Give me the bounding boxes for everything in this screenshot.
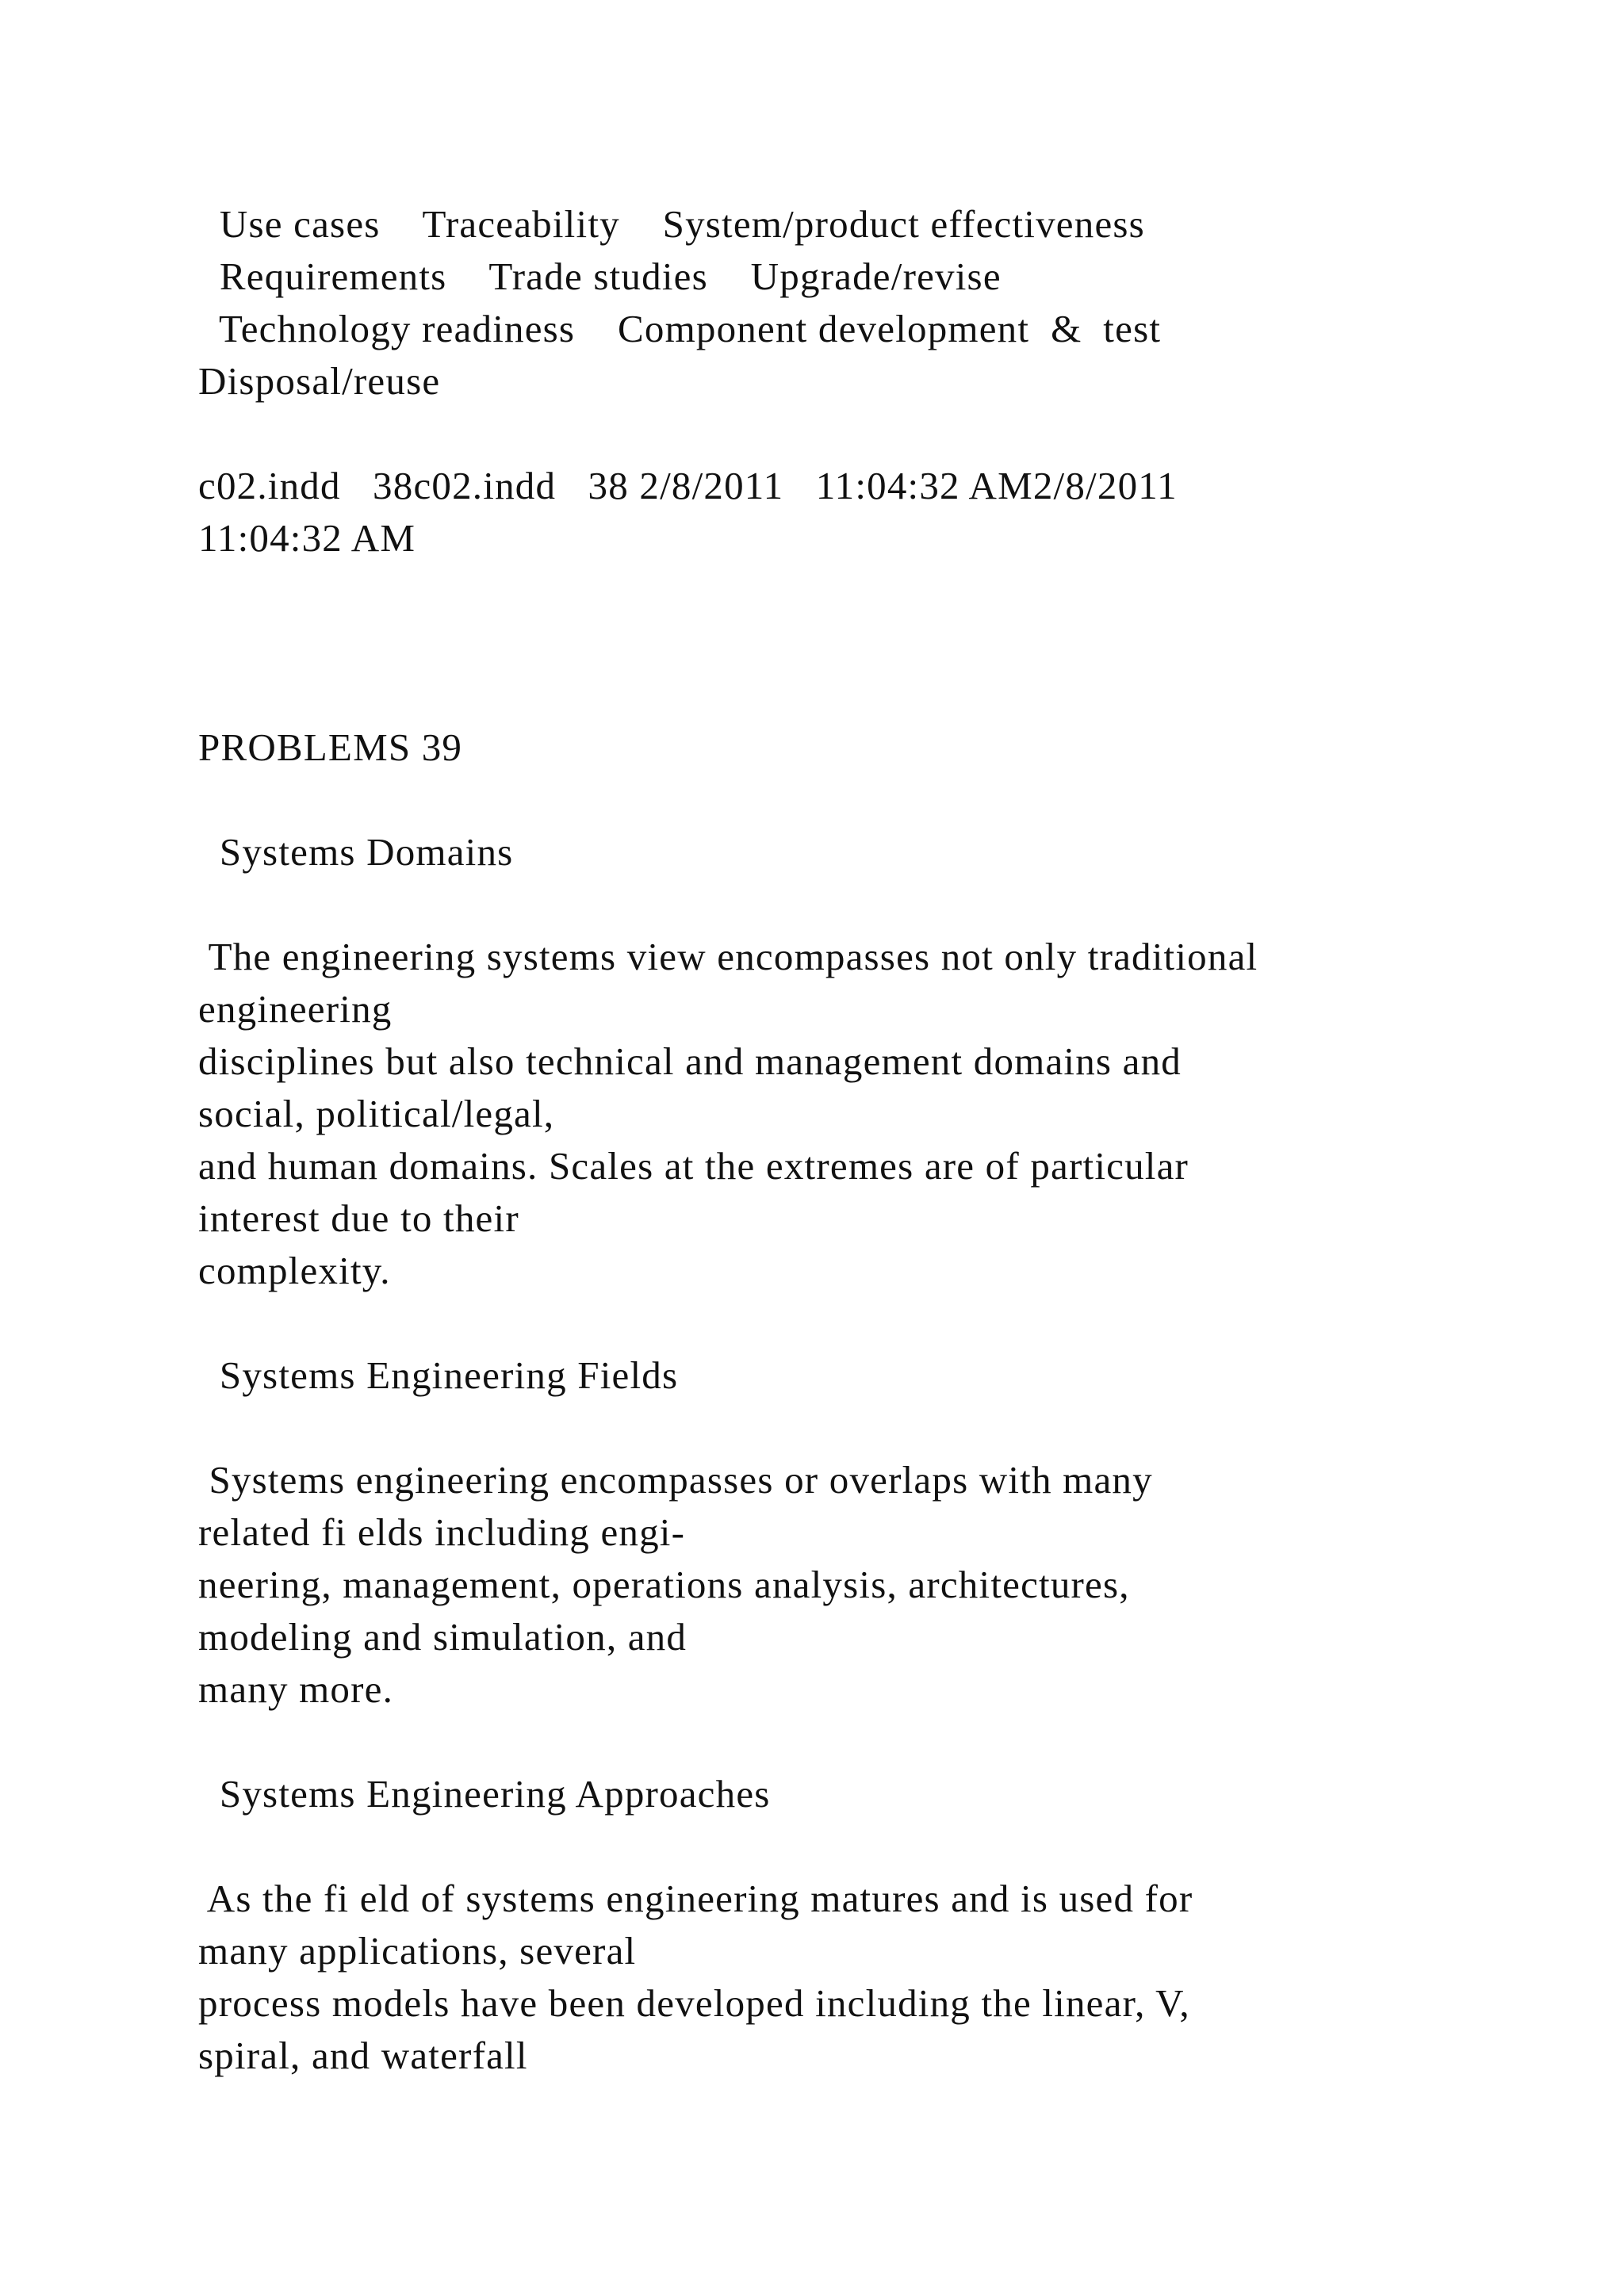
page-header: PROBLEMS 39 <box>198 725 463 769</box>
text-line: modeling and simulation, and <box>198 1615 688 1659</box>
text-line: Technology readiness Component development & test <box>198 307 1162 350</box>
text-line: social, political/legal, <box>198 1092 555 1135</box>
text-line: disciplines but also technical and management domains and <box>198 1039 1182 1083</box>
text-line: Requirements Trade studies Upgrade/revise <box>198 254 1002 298</box>
text-line: Systems engineering encompasses or overlaps with many <box>198 1458 1153 1502</box>
text-line: Disposal/reuse <box>198 359 441 403</box>
text-line: interest due to their <box>198 1196 519 1240</box>
text-line: Use cases Traceability System/product effectiveness <box>198 202 1145 246</box>
section-heading: Systems Domains <box>198 830 514 874</box>
text-line: many applications, several <box>198 1929 637 1973</box>
text-line: spiral, and waterfall <box>198 2034 528 2077</box>
text-line: process models have been developed including the linear, V, <box>198 1981 1190 2025</box>
text-line: As the fi eld of systems engineering matures and is used for <box>198 1877 1193 1920</box>
text-line: many more. <box>198 1667 394 1711</box>
text-line: neering, management, operations analysis, architectures, <box>198 1563 1130 1606</box>
text-line: complexity. <box>198 1249 391 1292</box>
section-heading: Systems Engineering Fields <box>198 1353 679 1397</box>
text-line: engineering <box>198 987 393 1031</box>
text-line: and human domains. Scales at the extremes are of particular <box>198 1144 1189 1188</box>
file-footer-line: 11:04:32 AM <box>198 516 416 560</box>
text-line: related fi elds including engi- <box>198 1510 686 1554</box>
text-line: The engineering systems view encompasses not only traditional <box>198 935 1258 978</box>
file-footer-line: c02.indd 38c02.indd 38 2/8/2011 11:04:32 AM2/8/2011 <box>198 464 1178 507</box>
section-heading: Systems Engineering Approaches <box>198 1772 771 1816</box>
